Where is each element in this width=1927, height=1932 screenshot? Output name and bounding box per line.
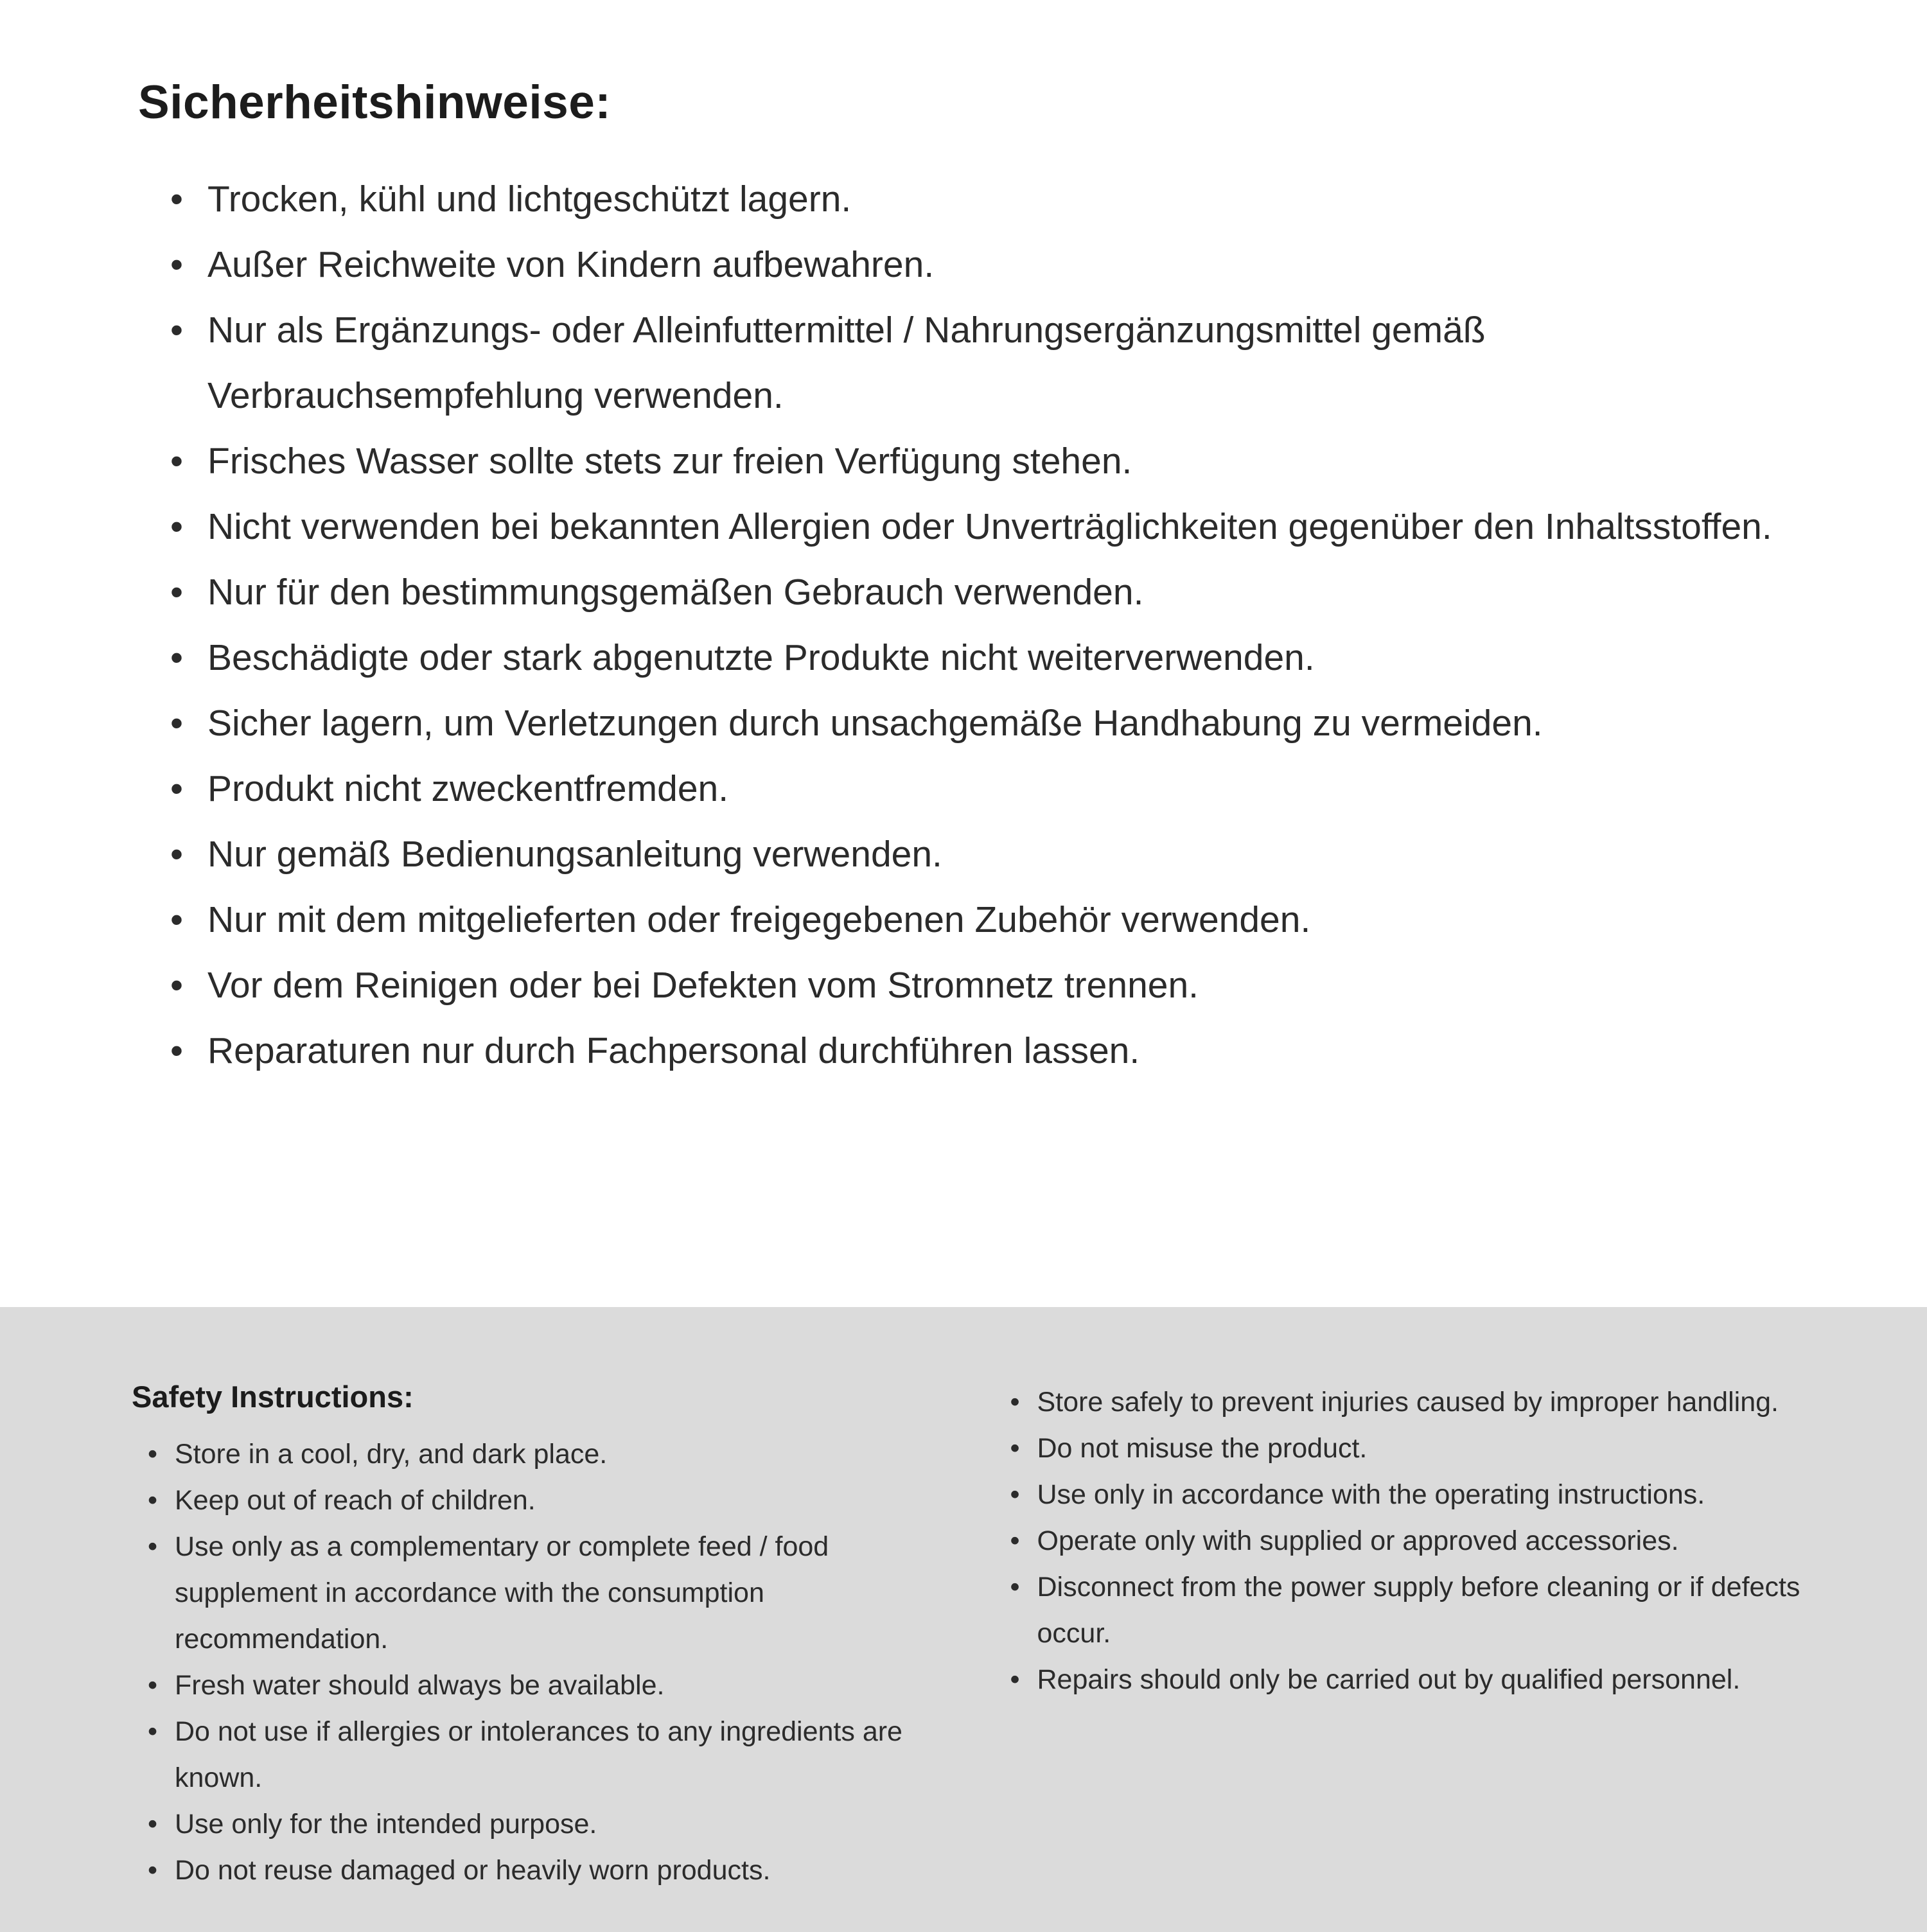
list-item (148, 1477, 927, 1524)
english-safety-list-left (132, 1431, 927, 1893)
list-item-text: Nur mit dem mitgelieferten oder freigegebenen Zubehör verwenden. (207, 899, 1311, 940)
list-item-text: Do not reuse damaged or heavily worn products. (175, 1855, 771, 1886)
english-safety-list-right (1010, 1379, 1806, 1703)
list-item-text: Use only for the intended purpose. (175, 1809, 597, 1840)
list-item (170, 494, 1805, 559)
list-item (170, 559, 1805, 625)
list-item (170, 232, 1805, 297)
list-item (170, 690, 1805, 756)
list-item-text: Trocken, kühl und lichtgeschützt lagern. (207, 179, 852, 220)
list-item-text: Store in a cool, dry, and dark place. (175, 1439, 608, 1470)
english-right-column (1010, 1379, 1806, 1893)
list-item-text: Nur gemäß Bedienungsanleitung verwenden. (207, 834, 942, 875)
list-item (148, 1524, 927, 1662)
list-item (170, 166, 1805, 232)
bullet-icon: • (148, 1716, 158, 1747)
list-item-text: Beschädigte oder stark abgenutzte Produkte nicht weiterverwenden. (207, 637, 1315, 678)
bullet-icon: • (170, 834, 183, 875)
bullet-icon: • (170, 965, 183, 1006)
list-item (1010, 1471, 1806, 1518)
english-section-title: Safety Instructions: (132, 1380, 414, 1414)
list-item (1010, 1656, 1806, 1703)
list-item-text: Store safely to prevent injuries caused by improper handling. (1037, 1387, 1779, 1418)
list-item-text: Sicher lagern, um Verletzungen durch unsachgemäße Handhabung zu vermeiden. (207, 703, 1543, 744)
list-item-text: Use only in accordance with the operating instructions. (1037, 1479, 1705, 1510)
bullet-icon: • (170, 1030, 183, 1071)
list-item-text: Vor dem Reinigen oder bei Defekten vom Stromnetz trennen. (207, 965, 1199, 1006)
list-item-text: Reparaturen nur durch Fachpersonal durchführen lassen. (207, 1030, 1140, 1071)
bullet-icon: • (170, 768, 183, 809)
list-item-text: Außer Reichweite von Kindern aufbewahren. (207, 244, 935, 285)
list-item (148, 1431, 927, 1477)
bullet-icon: • (148, 1809, 158, 1840)
list-item (170, 428, 1805, 494)
bullet-icon: • (170, 637, 183, 678)
bullet-icon: • (1010, 1433, 1020, 1464)
list-item-text: Operate only with supplied or approved accessories. (1037, 1525, 1679, 1556)
list-item (170, 1018, 1805, 1084)
bullet-icon: • (1010, 1479, 1020, 1510)
list-item-text: Frisches Wasser sollte stets zur freien Verfügung stehen. (207, 441, 1132, 482)
bullet-icon: • (170, 703, 183, 744)
list-item (170, 821, 1805, 887)
bullet-icon: • (148, 1855, 158, 1886)
list-item (1010, 1425, 1806, 1471)
bullet-icon: • (170, 899, 183, 940)
list-item (148, 1662, 927, 1708)
list-item-text: Do not misuse the product. (1037, 1433, 1368, 1464)
bullet-icon: • (1010, 1572, 1020, 1603)
list-item (148, 1847, 927, 1893)
list-item-text: Disconnect from the power supply before cleaning or if defects occur. (1037, 1572, 1800, 1649)
list-item (170, 297, 1805, 428)
german-safety-list (138, 166, 1805, 1084)
bullet-icon: • (148, 1485, 158, 1516)
bullet-icon: • (170, 179, 183, 220)
list-item (1010, 1518, 1806, 1564)
list-item-text: Keep out of reach of children. (175, 1485, 536, 1516)
bullet-icon: • (1010, 1387, 1020, 1418)
list-item-text: Nicht verwenden bei bekannten Allergien oder Unverträglichkeiten gegenüber den Inhaltsstoffen. (207, 506, 1772, 547)
list-item-text: Repairs should only be carried out by qualified personnel. (1037, 1664, 1741, 1695)
bullet-icon: • (170, 572, 183, 613)
list-item (170, 953, 1805, 1018)
bullet-icon: • (148, 1670, 158, 1701)
list-item (148, 1708, 927, 1801)
list-item-text: Use only as a complementary or complete feed / food supplement in accordance with the consumption recommendation. (175, 1531, 829, 1655)
list-item-text: Nur für den bestimmungsgemäßen Gebrauch verwenden. (207, 572, 1144, 613)
bullet-icon: • (170, 244, 183, 285)
english-safety-section (0, 1307, 1927, 1932)
list-item-text: Fresh water should always be available. (175, 1670, 665, 1701)
bullet-icon: • (170, 506, 183, 547)
bullet-icon: • (1010, 1525, 1020, 1556)
list-item (1010, 1379, 1806, 1425)
bullet-icon: • (148, 1531, 158, 1562)
list-item (1010, 1564, 1806, 1656)
bullet-icon: • (170, 310, 183, 351)
list-item (148, 1801, 927, 1847)
list-item-text: Produkt nicht zweckentfremden. (207, 768, 729, 809)
list-item (170, 625, 1805, 690)
list-item (170, 756, 1805, 821)
list-item-text: Do not use if allergies or intolerances to any ingredients are known. (175, 1716, 902, 1793)
english-left-column (132, 1379, 927, 1893)
german-section-title: Sicherheitshinweise: (138, 76, 612, 128)
list-item (170, 887, 1805, 953)
bullet-icon: • (170, 441, 183, 482)
bullet-icon: • (1010, 1664, 1020, 1695)
bullet-icon: • (148, 1439, 158, 1470)
list-item-text: Nur als Ergänzungs- oder Alleinfuttermittel / Nahrungsergänzungsmittel gemäß Verbrauchsempfehlung verwenden. (207, 310, 1486, 416)
